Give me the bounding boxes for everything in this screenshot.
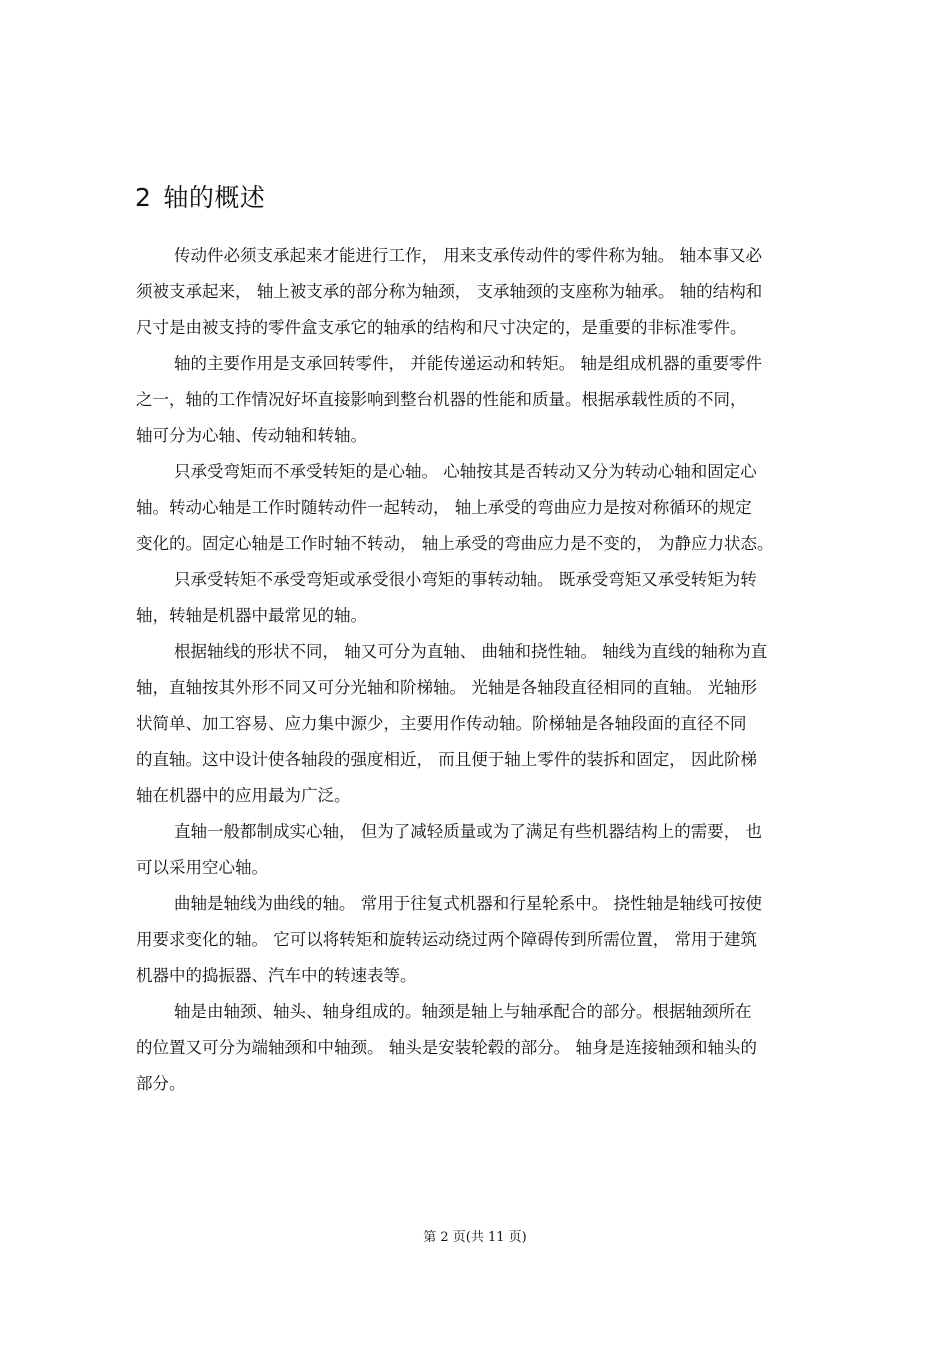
section-number: 2 <box>135 183 152 212</box>
text-line: 状简单、加工容易、应力集中源少，主要用作传动轴。阶梯轴是各轴段面的直径不同 <box>136 714 747 733</box>
text-line: 根据轴线的形状不同， 轴又可分为直轴、 曲轴和挠性轴。 轴线为直线的轴称为直 <box>174 642 768 661</box>
text-line: 轴在机器中的应用最为广泛。 <box>136 786 351 805</box>
text-line: 可以采用空心轴。 <box>136 858 268 877</box>
text-line: 机器中的捣振器、汽车中的转速表等。 <box>136 966 417 985</box>
text-line: 之一，轴的工作情况好坏直接影响到整台机器的性能和质量。根据承载性质的不同， <box>136 390 747 409</box>
text-line: 轴的主要作用是支承回转零件， 并能传递运动和转矩。 轴是组成机器的重要零件 <box>174 354 762 373</box>
page-footer: 第 2 页(共 11 页) <box>423 1230 527 1245</box>
text-line: 须被支承起来， 轴上被支承的部分称为轴颈， 支承轴颈的支座称为轴承。 轴的结构和 <box>136 282 763 301</box>
text-line: 轴可分为心轴、传动轴和转轴。 <box>136 426 367 445</box>
text-line: 变化的。固定心轴是工作时轴不转动， 轴上承受的弯曲应力是不变的， 为静应力状态。 <box>136 534 774 553</box>
text-line: 只承受转矩不承受弯矩或承受很小弯矩的事转动轴。 既承受弯矩又承受转矩为转 <box>174 570 757 589</box>
text-line: 轴。转动心轴是工作时随转动件一起转动， 轴上承受的弯曲应力是按对称循环的规定 <box>136 498 752 517</box>
text-line: 传动件必须支承起来才能进行工作， 用来支承传动件的零件称为轴。 轴本事又必 <box>174 246 762 265</box>
text-line: 用要求变化的轴。 它可以将转矩和旋转运动绕过两个障碍传到所需位置， 常用于建筑 <box>136 930 757 949</box>
text-line: 曲轴是轴线为曲线的轴。 常用于往复式机器和行星轮系中。 挠性轴是轴线可按使 <box>174 894 762 913</box>
text-line: 轴，直轴按其外形不同又可分光轴和阶梯轴。 光轴是各轴段直径相同的直轴。 光轴形 <box>136 678 757 697</box>
text-line: 尺寸是由被支持的零件盒支承它的轴承的结构和尺寸决定的，是重要的非标准零件。 <box>136 318 747 337</box>
text-line: 只承受弯矩而不承受转矩的是心轴。 心轴按其是否转动又分为转动心轴和固定心 <box>174 462 757 481</box>
text-line: 的位置又可分为端轴颈和中轴颈。 轴头是安装轮毂的部分。 轴身是连接轴颈和轴头的 <box>136 1038 757 1057</box>
section-title: 轴的概述 <box>163 183 266 212</box>
text-line: 轴，转轴是机器中最常见的轴。 <box>136 606 367 625</box>
body-text <box>136 242 836 1106</box>
text-line: 直轴一般都制成实心轴， 但为了减轻质量或为了满足有些机器结构上的需要， 也 <box>174 822 762 841</box>
section-heading <box>135 178 265 214</box>
text-line: 轴是由轴颈、轴头、轴身组成的。轴颈是轴上与轴承配合的部分。根据轴颈所在 <box>174 1002 752 1021</box>
text-line: 的直轴。这中设计使各轴段的强度相近， 而且便于轴上零件的装拆和固定， 因此阶梯 <box>136 750 757 769</box>
text-line: 部分。 <box>136 1074 186 1093</box>
